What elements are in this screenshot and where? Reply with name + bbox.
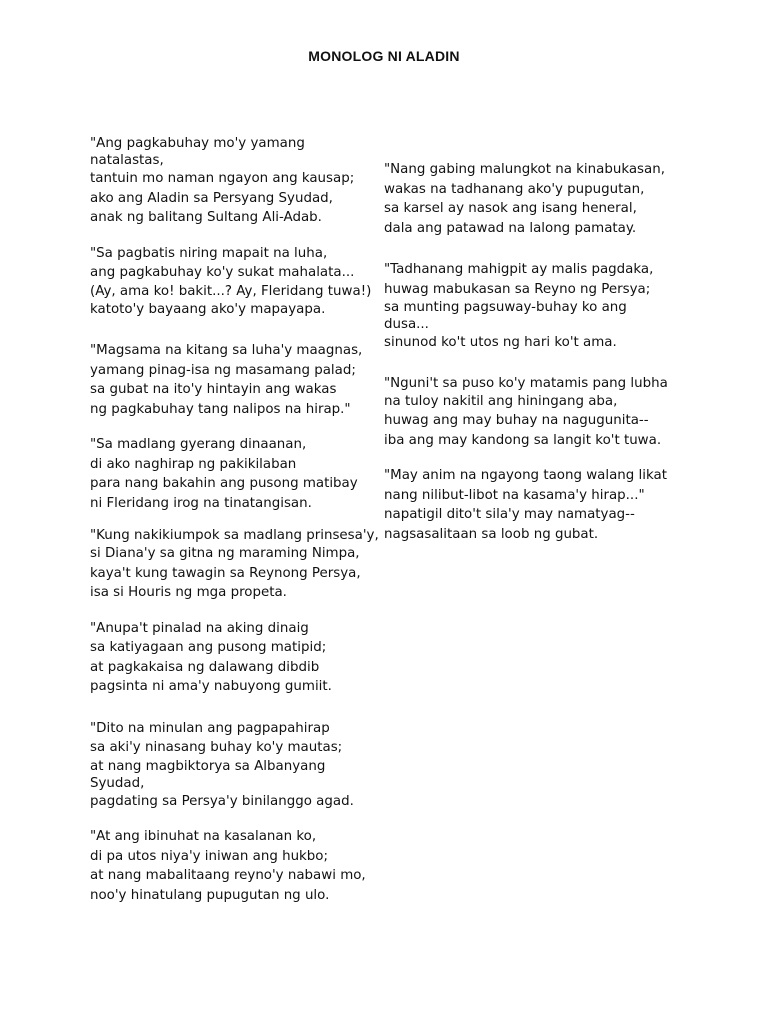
verse-line: tantuin mo naman ngayon ang kausap; — [90, 171, 355, 186]
verse-line: kaya't kung tawagin sa Reynong Persya, — [90, 565, 361, 581]
verse-line: "Sa pagbatis niring mapait na luha, — [90, 245, 328, 261]
verse-line: "At ang ibinuhat na kasalanan ko, — [90, 829, 317, 844]
document-title: MONOLOG NI ALADIN — [308, 48, 460, 64]
verse-line: ng pagkabuhay tang nalipos na hirap." — [90, 401, 351, 417]
stanza — [90, 135, 380, 228]
verse-line: katoto'y bayaang ako'y mapayapa. — [90, 301, 326, 317]
verse-line: isa si Houris ng mga propeta. — [90, 585, 287, 600]
stanza — [384, 160, 674, 238]
stanza — [90, 827, 380, 905]
verse-line: at nang mabalitaang reyno'y nabawi mo, — [90, 868, 366, 883]
stanza — [90, 244, 380, 320]
verse-line: "May anim na ngayong taong walang likat — [384, 468, 667, 483]
verse-line: at nang magbiktorya sa Albanyang Syudad, — [90, 758, 326, 791]
stanza — [90, 527, 380, 603]
stanza — [384, 375, 674, 451]
verse-line: ako ang Aladin sa Persyang Syudad, — [90, 190, 333, 206]
verse-line: di ako naghirap ng pakikilaban — [90, 456, 297, 472]
verse-line: wakas na tadhanang ako'y pupugutan, — [384, 181, 645, 197]
right-column — [384, 160, 674, 544]
verse-line: noo'y hinatulang pupugutan ng ulo. — [90, 887, 330, 903]
verse-line: pagdating sa Persya'y binilanggo agad. — [90, 793, 354, 809]
verse-line: dala ang patawad na lalong pamatay. — [384, 220, 637, 236]
stanza — [384, 260, 674, 353]
verse-line: (Ay, ama ko! bakit...? Ay, Fleridang tuwa!) — [90, 283, 372, 299]
verse-line: napatigil dito't sila'y may namatyag-- — [384, 507, 635, 522]
verse-line: nang nilibut-libot na kasama'y hirap..." — [384, 487, 645, 503]
verse-line: "Ang pagkabuhay mo'y yamang natalastas, — [90, 136, 305, 168]
verse-line: sa karsel ay nasok ang isang heneral, — [384, 201, 637, 216]
verse-line: "Sa madlang gyerang dinaanan, — [90, 437, 307, 452]
verse-line: iba ang may kandong sa langit ko't tuwa. — [384, 432, 662, 448]
verse-line: yamang pinag-isa ng masamang palad; — [90, 362, 356, 378]
verse-line: sa katiyagaan ang pusong matipid; — [90, 640, 327, 655]
verse-line: sa aki'y ninasang buhay ko'y mautas; — [90, 740, 343, 755]
verse-line: "Dito na minulan ang pagpapahirap — [90, 720, 330, 736]
verse-line: "Anupa't pinalad na aking dinaig — [90, 620, 309, 636]
stanza — [384, 466, 674, 544]
verse-line: at pagkakaisa ng dalawang dibdib — [90, 659, 320, 675]
verse-line: di pa utos niya'y iniwan ang hukbo; — [90, 848, 329, 864]
verse-line: "Kung nakikiumpok sa madlang prinsesa'y, — [90, 528, 379, 543]
verse-line: nagsasalitaan sa loob ng gubat. — [384, 526, 599, 542]
left-column — [90, 135, 380, 905]
stanza — [90, 719, 380, 812]
verse-line: na tuloy nakitil ang hiningang aba, — [384, 393, 618, 409]
verse-line: huwag ang may buhay na nagugunita-- — [384, 413, 649, 428]
verse-line: si Diana'y sa gitna ng maraming Nimpa, — [90, 546, 360, 561]
verse-line: "Nang gabing malungkot na kinabukasan, — [384, 162, 665, 177]
verse-line: anak ng balitang Sultang Ali-Adab. — [90, 210, 322, 225]
stanza — [90, 619, 380, 697]
verse-line: huwag mabukasan sa Reyno ng Persya; — [384, 281, 651, 297]
verse-line: para nang bakahin ang pusong matibay — [90, 476, 358, 491]
verse-line: "Magsama na kitang sa luha'y maagnas, — [90, 343, 363, 358]
verse-line: "Nguni't sa puso ko'y matamis pang lubha — [384, 375, 668, 391]
verse-line: pagsinta ni ama'y nabuyong gumiit. — [90, 679, 332, 694]
verse-line: ang pagkabuhay ko'y sukat mahalata... — [90, 265, 355, 280]
verse-line: "Tadhanang mahigpit ay malis pagdaka, — [384, 262, 654, 277]
stanza — [90, 341, 380, 419]
verse-line: sinunod ko't utos ng hari ko't ama. — [384, 335, 617, 350]
stanza — [90, 435, 380, 513]
verse-line: sa gubat na ito'y hintayin ang wakas — [90, 382, 337, 397]
verse-line: ni Fleridang irog na tinatangisan. — [90, 495, 312, 511]
verse-line: sa munting pagsuway-buhay ko ang dusa... — [384, 300, 627, 332]
